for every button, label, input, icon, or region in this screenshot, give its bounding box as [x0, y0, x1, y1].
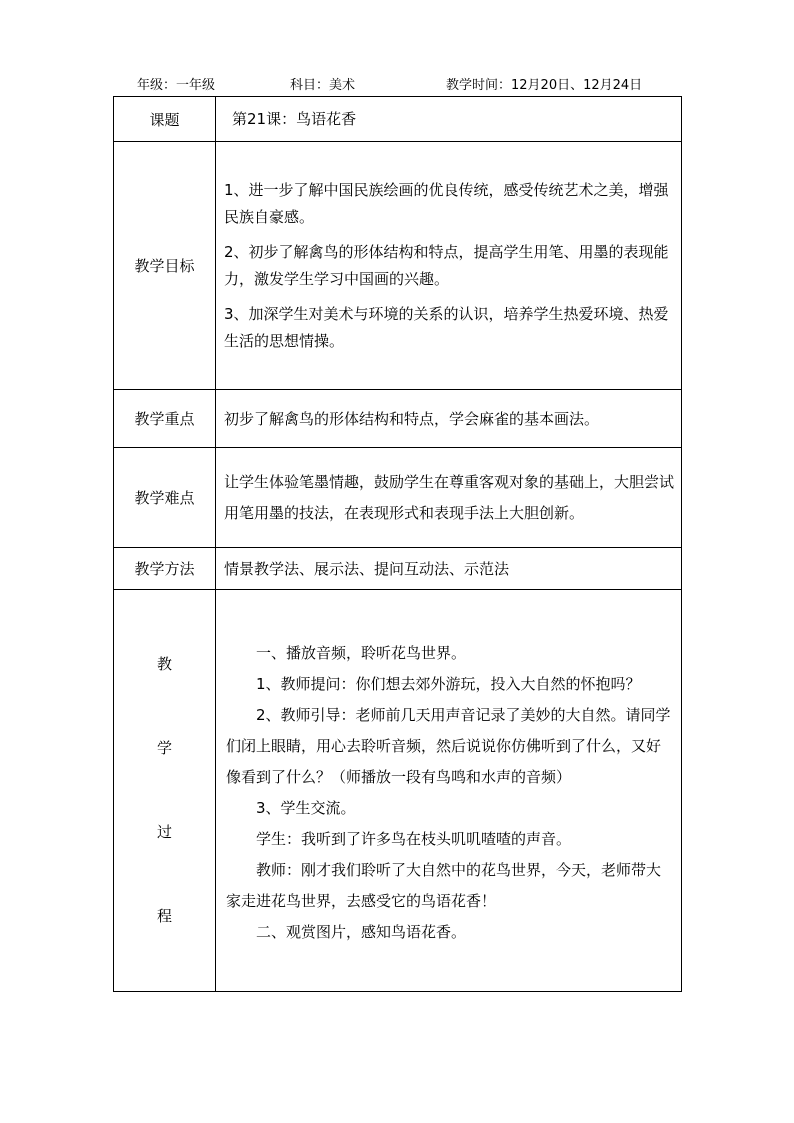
lesson-plan-table: [113, 96, 682, 992]
process-row-label-cell: [114, 590, 216, 992]
goals-row-value-cell: [216, 142, 682, 390]
methods-text: 情景教学法、展示法、提问互动法、示范法: [224, 559, 510, 578]
process-paragraph-4: 3、学生交流。: [256, 798, 356, 817]
table-row-process: [114, 590, 682, 992]
table-row-goals: [114, 142, 682, 390]
table-row-title: [114, 97, 682, 142]
process-label-char-2: 学: [156, 738, 172, 757]
methods-row-value-cell: [216, 548, 682, 590]
difficulties-row-value-cell: [216, 448, 682, 548]
goals-row-label: 教学目标: [114, 142, 216, 390]
process-label-char-1: 教: [156, 654, 172, 673]
process-vertical-label: [114, 592, 215, 990]
key-points-row-label: 教学重点: [114, 390, 216, 448]
process-label-char-4: 程: [156, 906, 172, 925]
difficulties-row-label: 教学难点: [114, 448, 216, 548]
process-paragraph-7: 二、观赏图片，感知鸟语花香。: [256, 922, 467, 941]
process-label-char-3: 过: [156, 822, 172, 841]
difficulties-text: 让学生体验笔墨情趣，鼓励学生在尊重客观对象的基础上，大胆尝试用笔用墨的技法，在表现形式和表现手法上大胆创新。: [224, 472, 675, 522]
methods-row-label: 教学方法: [114, 548, 216, 590]
teaching-time-label: 教学时间：12月20日、12月24日: [446, 78, 643, 93]
goal-item-3: 3、加深学生对美术与环境的关系的认识，培养学生热爱环境、热爱生活的思想情操。: [224, 304, 669, 350]
goal-item-2: 2、初步了解禽鸟的形体结构和特点，提高学生用笔、用墨的表现能力，激发学生学习中国画的兴趣。: [224, 242, 669, 288]
process-paragraph-6: 教师：刚才我们聆听了大自然中的花鸟世界，今天，老师带大家走进花鸟世界，去感受它的鸟语花香！: [226, 860, 662, 910]
title-row-label: 课题: [114, 97, 216, 142]
subject-label: 科目：美术: [290, 78, 356, 93]
table-row-difficulties: [114, 448, 682, 548]
table-row-methods: [114, 548, 682, 590]
process-paragraph-2: 1、教师提问：你们想去郊外游玩，投入大自然的怀抱吗？: [256, 674, 641, 693]
process-paragraph-3: 2、教师引导：老师前几天用声音记录了美妙的大自然。请同学们闭上眼睛，用心去聆听音频，然后说说你仿佛听到了什么，又好像看到了什么？（师播放一段有鸟鸣和水声的音频）: [226, 705, 671, 786]
goal-item-1: 1、进一步了解中国民族绘画的优良传统，感受传统艺术之美，增强民族自豪感。: [224, 180, 669, 226]
document-header: [0, 74, 794, 94]
process-row-value-cell: [216, 590, 682, 992]
grade-label: 年级：一年级: [137, 78, 216, 93]
lesson-title: 第21课：鸟语花香: [232, 110, 357, 128]
table-row-key-points: [114, 390, 682, 448]
key-points-row-value-cell: [216, 390, 682, 448]
process-paragraph-1: 一、播放音频，聆听花鸟世界。: [256, 643, 467, 662]
key-points-text: 初步了解禽鸟的形体结构和特点，学会麻雀的基本画法。: [224, 409, 600, 428]
title-row-value-cell: [216, 97, 682, 142]
process-paragraph-5: 学生：我听到了许多鸟在枝头叽叽喳喳的声音。: [256, 829, 572, 848]
